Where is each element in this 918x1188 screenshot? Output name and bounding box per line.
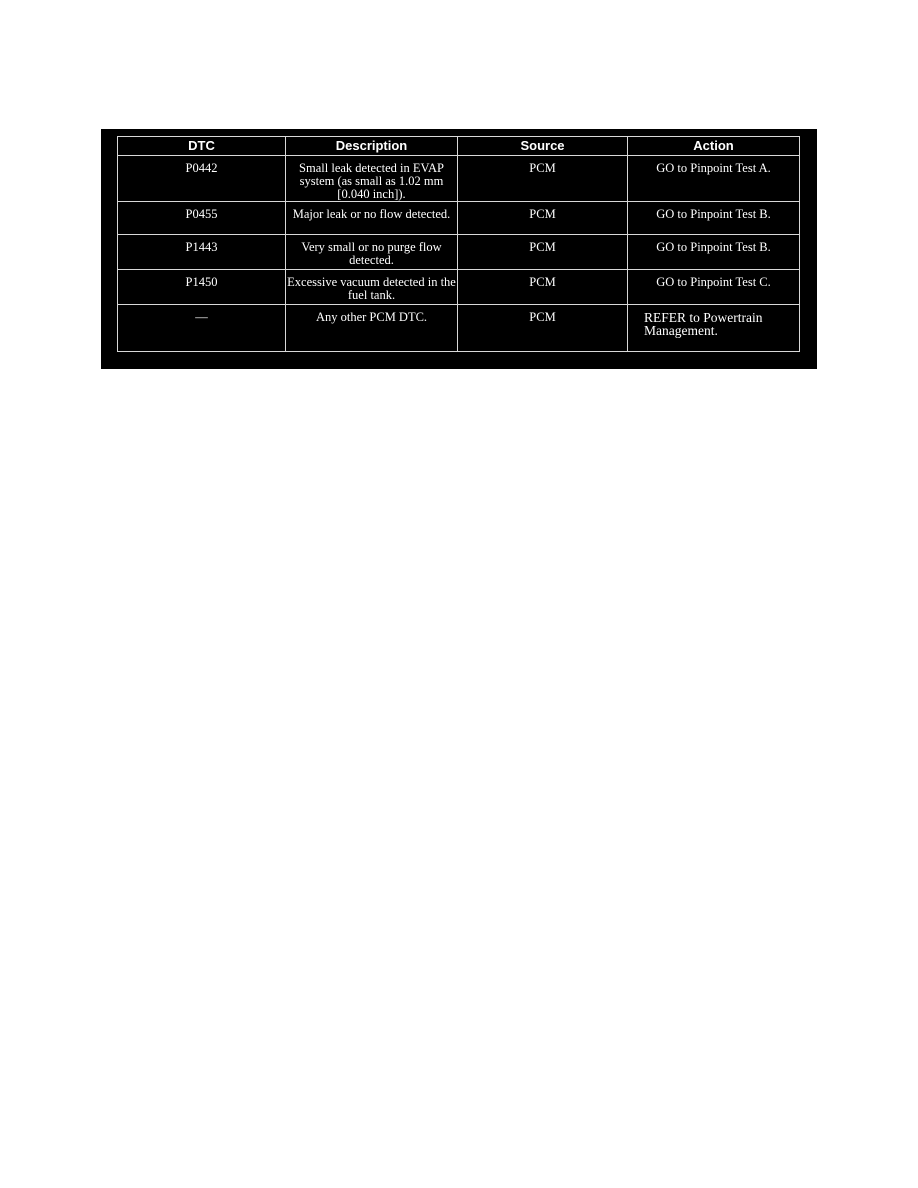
cell-dtc: P0455 bbox=[118, 202, 286, 235]
header-dtc: DTC bbox=[118, 137, 286, 156]
cell-source: PCM bbox=[458, 156, 628, 202]
header-source: Source bbox=[458, 137, 628, 156]
cell-description: Excessive vacuum detected in the fuel tank. bbox=[286, 270, 458, 305]
cell-description: Very small or no purge flow detected. bbox=[286, 235, 458, 270]
cell-description: Any other PCM DTC. bbox=[286, 305, 458, 352]
cell-description: Small leak detected in EVAP system (as small as 1.02 mm [0.040 inch]). bbox=[286, 156, 458, 202]
cell-action: REFER to Powertrain Management. bbox=[628, 305, 800, 352]
cell-source: PCM bbox=[458, 235, 628, 270]
cell-action: GO to Pinpoint Test B. bbox=[628, 202, 800, 235]
table-row bbox=[118, 270, 800, 305]
cell-action: GO to Pinpoint Test A. bbox=[628, 156, 800, 202]
cell-dtc: P1443 bbox=[118, 235, 286, 270]
dtc-table-panel bbox=[101, 129, 817, 369]
cell-source: PCM bbox=[458, 305, 628, 352]
table-header-row bbox=[118, 137, 800, 156]
table-row bbox=[118, 156, 800, 202]
cell-source: PCM bbox=[458, 270, 628, 305]
header-action: Action bbox=[628, 137, 800, 156]
cell-dtc: — bbox=[118, 305, 286, 352]
cell-action: GO to Pinpoint Test C. bbox=[628, 270, 800, 305]
table-row bbox=[118, 202, 800, 235]
table-row bbox=[118, 235, 800, 270]
cell-dtc: P1450 bbox=[118, 270, 286, 305]
cell-dtc: P0442 bbox=[118, 156, 286, 202]
dtc-table bbox=[117, 136, 800, 352]
header-description: Description bbox=[286, 137, 458, 156]
cell-description: Major leak or no flow detected. bbox=[286, 202, 458, 235]
table-row bbox=[118, 305, 800, 352]
cell-action: GO to Pinpoint Test B. bbox=[628, 235, 800, 270]
cell-source: PCM bbox=[458, 202, 628, 235]
